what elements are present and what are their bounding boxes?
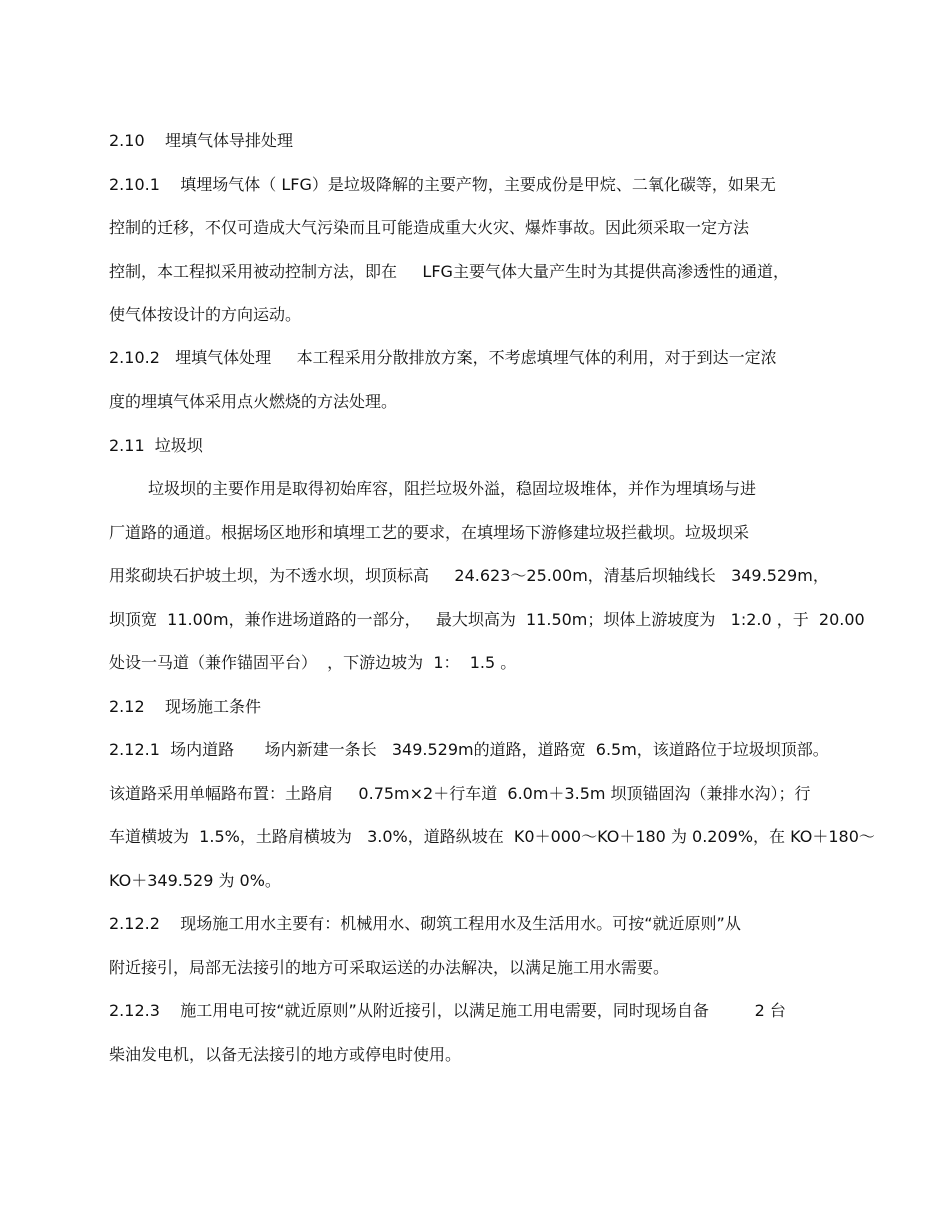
paragraph-2-12-1-line-1: 2.12.1 场内道路 场内新建一条长 349.529m的道路，道路宽 6.5m，该道路位于垃圾坝顶部。 [109,740,829,759]
paragraph-2-10-1-line-3: 控制，本工程拟采用被动控制方法，即在 LFG主要气体大量产生时为其提供高渗透性的通道， [109,262,789,281]
paragraph-2-10-2-line-2: 度的埋填气体采用点火燃烧的方法处理。 [109,392,398,411]
paragraph-2-11-line-4: 坝顶宽 11.00m，兼作进场道路的一部分， 最大坝高为 11.50m；坝体上游坡度为 1:2.0 ，于 20.00 [109,610,865,629]
paragraph-2-11-line-5: 处设一马道（兼作锚固平台） ，下游边坡为 1： 1.5 。 [109,653,517,672]
paragraph-2-12-3-line-1: 2.12.3 施工用电可按“就近原则”从附近接引，以满足施工用电需要，同时现场自备 2 台 [109,1001,786,1020]
paragraph-2-10-1-line-4: 使气体按设计的方向运动。 [109,305,302,324]
paragraph-2-12-3-line-2: 柴油发电机，以备无法接引的地方或停电时使用。 [109,1045,462,1064]
paragraph-2-12-2-line-1: 2.12.2 现场施工用水主要有：机械用水、砌筑工程用水及生活用水。可按“就近原则”从 [109,914,741,933]
heading-2-10: 2.10 埋填气体导排处理 [109,131,293,150]
heading-2-12: 2.12 现场施工条件 [109,697,261,716]
paragraph-2-11-line-3: 用浆砌块石护坡土坝，为不透水坝，坝顶标高 24.623～25.00m，清基后坝轴线长 349.529m， [109,566,829,585]
paragraph-2-11-line-1: 垃圾坝的主要作用是取得初始库容，阻拦垃圾外溢，稳固垃圾堆体，并作为埋填场与进 [148,479,757,498]
paragraph-2-12-1-line-4: KO＋349.529 为 0%。 [109,871,281,890]
paragraph-2-12-2-line-2: 附近接引，局部无法接引的地方可采取运送的办法解决，以满足施工用水需要。 [109,958,670,977]
paragraph-2-10-1-line-2: 控制的迁移，不仅可造成大气污染而且可能造成重大火灾、爆炸事故。因此须采取一定方法 [109,218,750,237]
paragraph-2-10-1-line-1: 2.10.1 填埋场气体（ LFG）是垃圾降解的主要产物，主要成份是甲烷、二氧化碳等，如果无 [109,175,776,194]
paragraph-2-11-line-2: 厂道路的通道。根据场区地形和填埋工艺的要求，在填埋场下游修建垃圾拦截坝。垃圾坝采 [109,523,750,542]
paragraph-2-10-2-line-1: 2.10.2 埋填气体处理 本工程采用分散排放方案，不考虑填埋气体的利用，对于到达一定浓 [109,348,777,367]
paragraph-2-12-1-line-3: 车道横坡为 1.5%，土路肩横坡为 3.0%，道路纵坡在 K0＋000～KO＋180 为 0.209%，在 KO＋180～ [109,827,875,846]
heading-2-11: 2.11 垃圾坝 [109,436,203,455]
paragraph-2-12-1-line-2: 该道路采用单幅路布置：土路肩 0.75m×2＋行车道 6.0m＋3.5m 坝顶锚固沟（兼排水沟）；行 [109,784,811,803]
